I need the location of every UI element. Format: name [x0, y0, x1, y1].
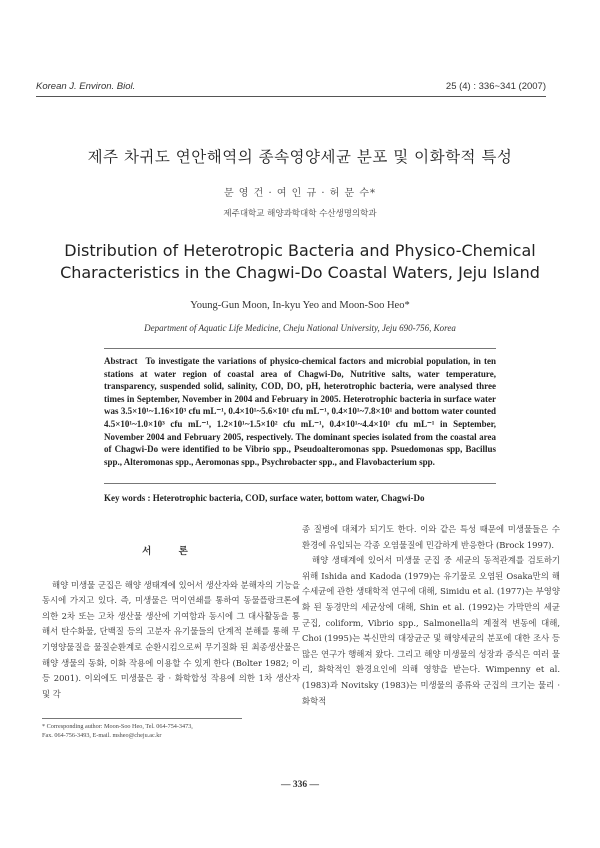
- footnote-line-2: Fax. 064-756-3493, E-mail. msheo@cheju.ac.kr: [42, 732, 162, 739]
- header-rule: [36, 96, 546, 97]
- english-affiliation: Department of Aquatic Life Medicine, Cheju National University, Jeju 690-756, Korea: [144, 323, 456, 333]
- body-paragraph: 해양 미생물 군집은 해양 생태계에 있어서 생산자와 분해자의 기능을 동시에 가지고 있다. 즉, 미생물은 먹이연쇄를 통하여 동물플랑크톤에 의한 2차 또는 고차 생산물 생산에 기여함과 동시에 그 대사활동을 통해서 탄수화물, 단백질 등의 고분자 유기물들의 단계적 분해를 통해 무기영양물질을 물질순환계로 순환시킴으로써 무기질화 된 최종생산물은 해양 생물의 동화, 이화 작용에 이용할 수 있게 한다 (Bolter 1982; 이 등 2001). 이외에도 미생물은 광 · 화학합성 작용에 의한 1차 생산자 및 각: [42, 579, 300, 699]
- korean-affiliation: 제주대학교 해양과학대학 수산생명의학과: [223, 209, 377, 219]
- keywords: Key words : Heterotrophic bacteria, COD, surface water, bottom water, Chagwi-Do: [104, 483, 496, 503]
- english-title-line-1: Distribution of Heterotropic Bacteria and Physico-Chemical: [64, 241, 536, 260]
- citation-info: 25 (4) : 336~341 (2007): [445, 81, 546, 92]
- running-header: [36, 76, 546, 94]
- korean-authors: 문 영 건 · 여 인 규 · 허 문 수*: [223, 188, 377, 199]
- left-column: [42, 522, 300, 702]
- right-column: [302, 522, 560, 709]
- footnote-line-1: * Corresponding author: Moon-Soo Heo, Tel. 064-754-3473,: [42, 723, 193, 730]
- journal-name: Korean J. Environ. Biol.: [36, 81, 136, 92]
- section-heading-introduction: 서 론: [142, 546, 200, 557]
- body-paragraph: 해양 생태계에 있어서 미생물 군집 중 세균의 동적관계를 검토하기 위해 Ishida and Kadoda (1979)는 유기물로 오염된 Osaka만의 해수세균에 관한 생태학적 연구에 대해, Simidu et al. (1977)는 부영양화 된 동경만의 세균상에 대해, Shin et al. (1992)는 가막만의 세균 군집, coliform, Vibrio spp., Salmonella의 계절적 변동에 대해, Choi (1995)는 북신만의 대장균군 및 해양세균의 분포에 대한 조사 등 많은 연구가 행해져 왔다. 그리고 해양 미생물의 성장과 증식은 여러 물리, 화학적인 환경요인에 의해 영향을 받는다. Wimpenny et al. (1983)과 Novitsky (1983)는 미생물의 종류와 군집의 크기는 물리 · 화학적: [302, 555, 560, 706]
- abstract-label: Abstract: [104, 356, 138, 366]
- abstract-block: [104, 348, 496, 468]
- english-title: [40, 240, 560, 284]
- english-title-line-2: Characteristics in the Chagwi-Do Coastal Waters, Jeju Island: [60, 263, 540, 282]
- korean-title: 제주 차귀도 연안해역의 종속영양세균 분포 및 이화학적 특성: [87, 148, 513, 166]
- abstract-text: To investigate the variations of physico-chemical factors and microbial population, in ten stations at water region of coastal area of Chagwi-Do, Nutritive salts, water temperature, transparency, suspended solid, salinity, COD, DO, pH, heterotrophic bacteria, were analysed three times in September, November in 2004 and February in 2005. Heterotrophic bacteria in surface water was 3.5×10¹~1.16×10³ cfu mL⁻¹, 0.4×10¹~5.6×10¹ cfu mL⁻¹, 0.4×10¹~7.8×10¹ and bottom water counted 4.5×10¹~1.0×10³ cfu mL⁻¹, 1.2×10¹~1.5×10² cfu mL⁻¹, 0.4×10¹~4.4×10¹ cfu mL⁻¹ in September, November 2004 and February 2005, respectively. The dominant species isolated from the coastal area of Chagwi-Do were identified to be Vibrio spp., Pseudoalteromonas spp. Psuedomonas spp, Bacillus spp., Alteromonas spp., Aeromonas spp., Psychrobacter spp., and Flavobacterium spp.: [104, 356, 496, 467]
- body-paragraph: 종 질병에 대체가 되기도 한다. 이와 같은 특성 때문에 미생물들은 수 환경에 유입되는 각종 오염물질에 민감하게 반응한다 (Brock 1997).: [302, 524, 560, 550]
- corresponding-author-footnote: [42, 718, 242, 740]
- english-authors: Young-Gun Moon, In-kyu Yeo and Moon-Soo Heo*: [190, 300, 410, 311]
- page-number: — 336 —: [281, 780, 319, 790]
